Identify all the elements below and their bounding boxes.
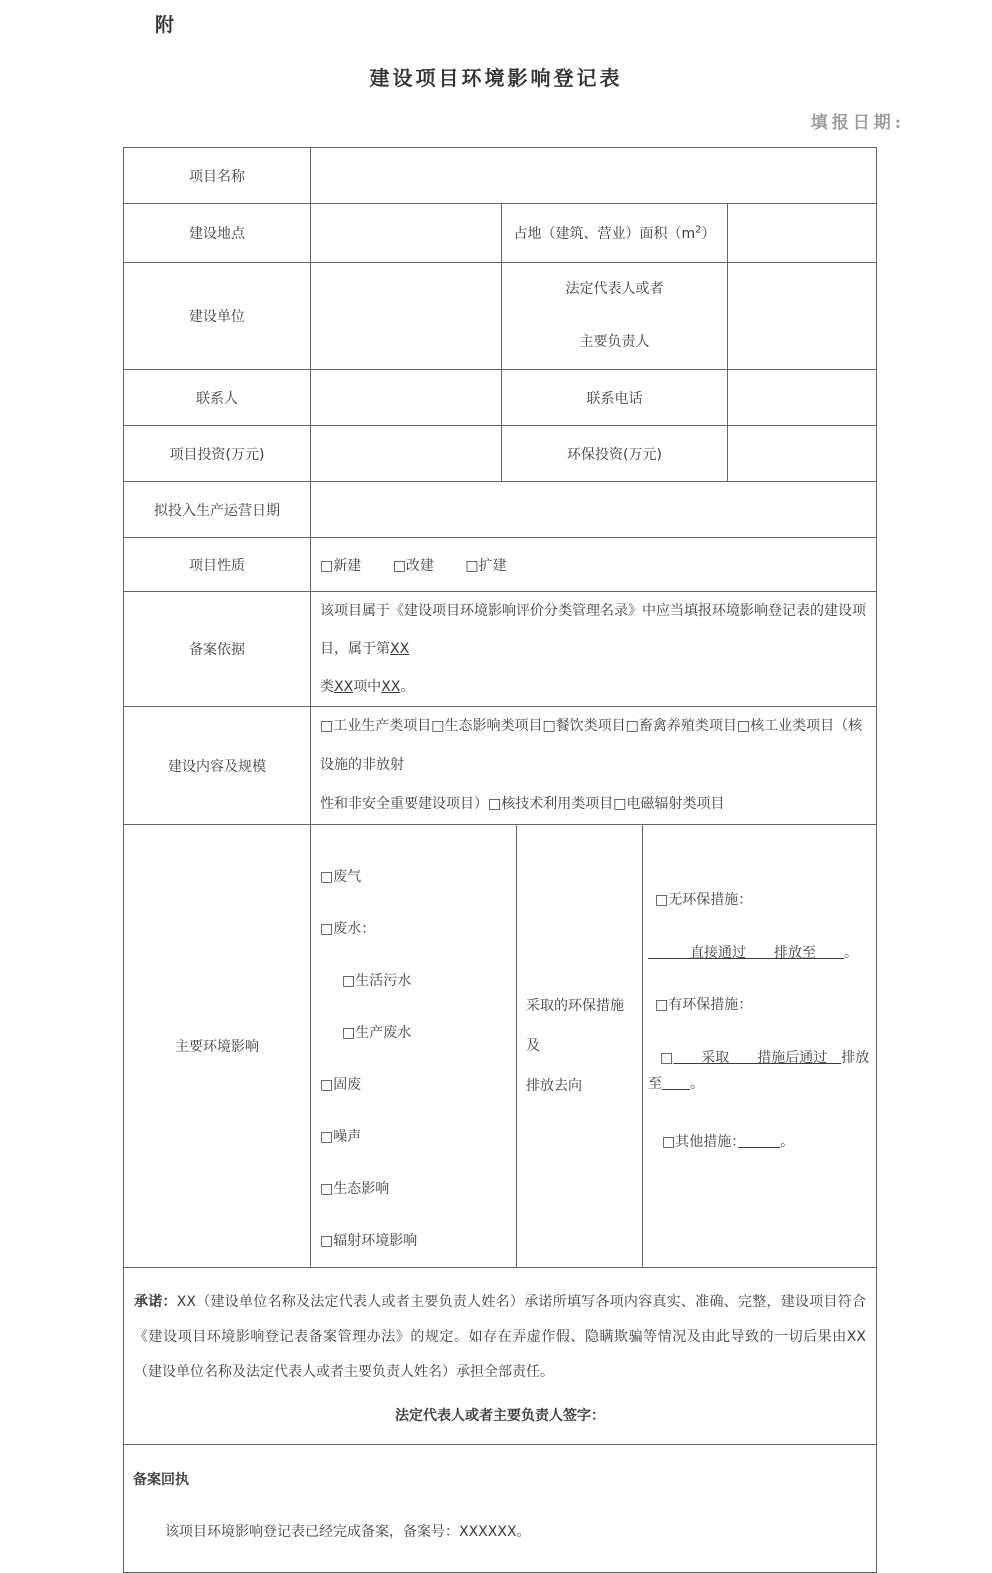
project-name-label: 项目名称 (124, 148, 311, 204)
fill-date-label: 填报日期: (810, 113, 905, 133)
project-name-input[interactable] (311, 148, 877, 204)
legal-rep-label-line1: 法定代表人或者 (565, 281, 664, 297)
checkbox-noise[interactable]: □噪声 (320, 1129, 362, 1145)
checkbox-new-construction[interactable]: □新建 (320, 557, 362, 574)
commitment-table (123, 1267, 877, 1573)
investment-label: 项目投资(万元) (124, 426, 311, 482)
measures-detail-line1[interactable]: □ 采取 措施后通过 排放 (660, 1050, 870, 1066)
location-label: 建设地点 (124, 204, 311, 263)
unit-label: 建设单位 (124, 263, 311, 370)
basis-label: 备案依据 (124, 592, 311, 707)
nature-options (311, 538, 877, 592)
legal-rep-label (502, 263, 728, 370)
checkbox-industrial-wastewater[interactable]: □生产废水 (342, 1025, 412, 1041)
basis-text (311, 592, 877, 707)
receipt-title: 备案回执 (133, 1472, 189, 1488)
operation-date-input[interactable] (311, 482, 877, 538)
basis-text-line1: 该项目属于《建设项目环境影响评价分类管理名录》中应当填报环境影响登记表的建设项目，属于第XX (320, 603, 866, 657)
checkbox-no-env-measures[interactable]: □无环保措施： (655, 892, 753, 908)
signature-label: 法定代表人或者主要负责人签字： (395, 1408, 605, 1424)
registration-form-table (123, 147, 876, 1573)
checkbox-expansion[interactable]: □扩建 (465, 557, 507, 574)
area-input[interactable] (728, 204, 877, 263)
table-row (124, 204, 877, 263)
checkbox-waste-water[interactable]: □废水： (320, 921, 376, 937)
phone-input[interactable] (728, 370, 877, 426)
impact-table (123, 824, 877, 1268)
table-row (124, 426, 877, 482)
table-row (124, 148, 877, 204)
table-row (124, 263, 877, 370)
unit-input[interactable] (311, 263, 502, 370)
basic-info-table (123, 147, 877, 825)
content-options-line1[interactable]: □工业生产类项目□生态影响类项目□餐饮类项目□畜禽养殖类项目□核工业类项目（核设施的非放射 (320, 718, 863, 773)
operation-date-label: 拟投入生产运营日期 (124, 482, 311, 538)
receipt-text: 该项目环境影响登记表已经完成备案，备案号：XXXXXX。 (165, 1524, 531, 1540)
basis-text-line2: 类XX项中XX。 (320, 679, 415, 695)
table-row (124, 707, 877, 825)
table-row (124, 482, 877, 538)
table-row (124, 1268, 877, 1445)
checkbox-radiation-impact[interactable]: □辐射环境影响 (320, 1233, 418, 1249)
attachment-label: 附 (155, 14, 175, 36)
content-options (311, 707, 877, 825)
page-title: 建设项目环境影响登记表 (369, 66, 623, 90)
table-row (124, 592, 877, 707)
receipt-cell (124, 1445, 877, 1573)
checkbox-has-env-measures[interactable]: □有环保措施： (655, 997, 753, 1013)
env-investment-label: 环保投资(万元) (502, 426, 728, 482)
impact-label: 主要环境影响 (124, 825, 311, 1268)
measures-detail-line2[interactable]: 至 。 (648, 1076, 704, 1092)
nature-label: 项目性质 (124, 538, 311, 592)
legal-rep-input[interactable] (728, 263, 877, 370)
no-measures-blank-line[interactable]: 直接通过 排放至 。 (648, 945, 858, 961)
investment-input[interactable] (311, 426, 502, 482)
area-label: 占地（建筑、营业）面积$(m^2)$ (502, 204, 728, 263)
commitment-cell (124, 1268, 877, 1445)
env-investment-input[interactable] (728, 426, 877, 482)
checkbox-domestic-sewage[interactable]: □生活污水 (342, 973, 412, 989)
table-row (124, 538, 877, 592)
content-options-line2[interactable]: 性和非安全重要建设项目）□核技术利用类项目□电磁辐射类项目 (320, 796, 725, 812)
measures-options (643, 825, 877, 1268)
contact-input[interactable] (311, 370, 502, 426)
checkbox-solid-waste[interactable]: □固废 (320, 1077, 362, 1093)
checkbox-reconstruction[interactable]: □改建 (392, 557, 434, 574)
checkbox-other-measures[interactable]: □其他措施： 。 (662, 1134, 795, 1150)
table-row (124, 370, 877, 426)
measures-direction-label (517, 825, 643, 1268)
measures-direction-label-line2: 排放去向 (526, 1078, 582, 1094)
checkbox-ecological-impact[interactable]: □生态影响 (320, 1181, 390, 1197)
table-row (124, 1445, 877, 1573)
phone-label: 联系电话 (502, 370, 728, 426)
legal-rep-label-line2: 主要负责人 (579, 334, 650, 350)
measures-direction-label-line1: 采取的环保措施及 (526, 998, 624, 1054)
checkbox-waste-gas[interactable]: □废气 (320, 869, 362, 885)
location-input[interactable] (311, 204, 502, 263)
table-row (124, 825, 877, 1268)
impact-checklist (311, 825, 517, 1268)
commitment-text: 承诺：XX（建设单位名称及法定代表人或者主要负责人姓名）承诺所填写各项内容真实、准确、完整，建设项目符合《建设项目环境影响登记表备案管理办法》的规定。如存在弄虚作假、隐瞒欺骗等情况及由此导致的一切后果由XX（建设单位名称及法定代表人或者主要负责人姓名）承担全部责任。 (134, 1294, 867, 1380)
content-label: 建设内容及规模 (124, 707, 311, 825)
contact-label: 联系人 (124, 370, 311, 426)
